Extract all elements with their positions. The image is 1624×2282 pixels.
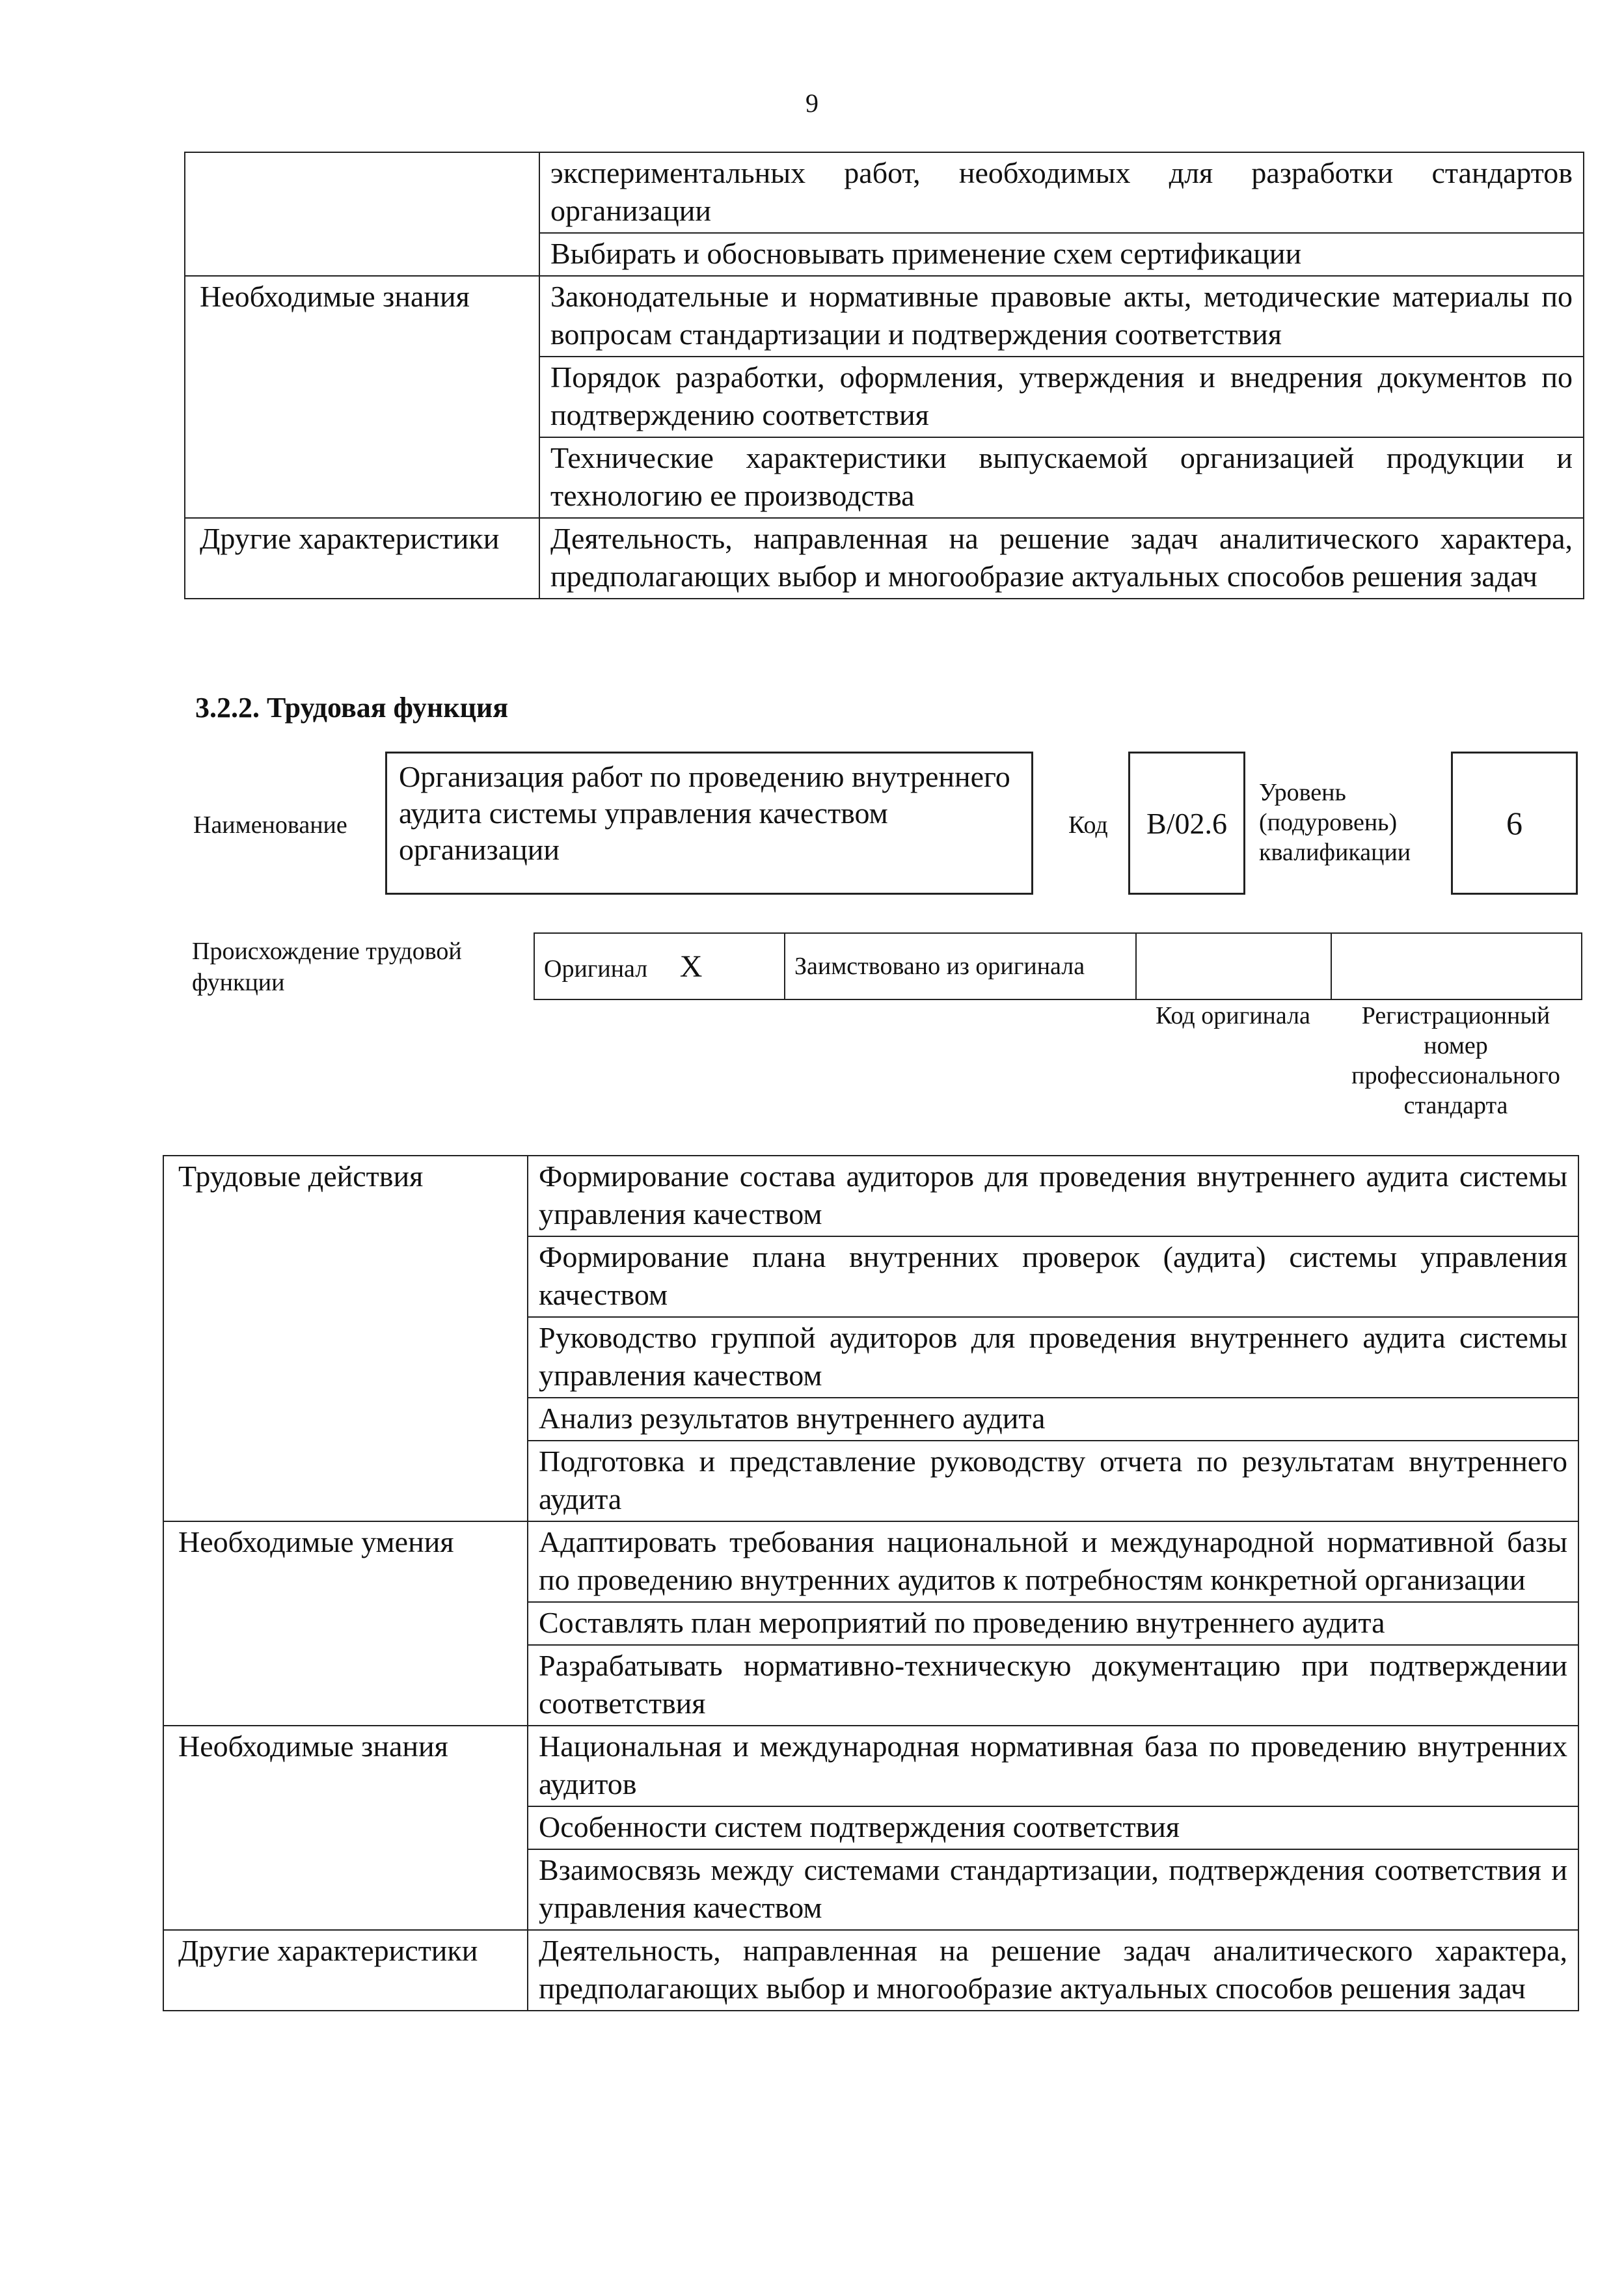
function-name-box: Организация работ по проведению внутреннего аудита системы управления качеством организации (385, 752, 1033, 895)
origin-table (534, 932, 1582, 1000)
table-row (163, 1726, 1578, 1806)
origin-label: Происхождение трудовой функции (192, 938, 462, 996)
row-text: Взаимосвязь между системами стандартизации, подтверждения соответствия и управления качеством (528, 1849, 1578, 1930)
row-text: Технические характеристики выпускаемой организацией продукции и технологию ее производства (539, 437, 1584, 518)
row-label: Трудовые действия (163, 1156, 528, 1521)
labor-function-table (163, 1155, 1579, 2011)
row-text: Руководство группой аудиторов для проведения внутреннего аудита системы управления качеством (528, 1317, 1578, 1398)
table-row (185, 518, 1584, 599)
code-value-box: B/02.6 (1128, 752, 1245, 895)
page-number: 9 (805, 88, 819, 118)
code-caption: Код оригинала (1156, 1002, 1310, 1029)
table-row (163, 1156, 1578, 1236)
table-row (185, 152, 1584, 233)
top-requirements-table (184, 152, 1584, 599)
row-text: экспериментальных работ, необходимых для разработки стандартов организации (539, 152, 1584, 233)
borrowed-label: Заимствовано из оригинала (785, 933, 1136, 999)
row-label: Необходимые знания (185, 276, 539, 518)
row-text: Формирование состава аудиторов для проведения внутреннего аудита системы управления качеством (528, 1156, 1578, 1236)
row-label: Необходимые знания (163, 1726, 528, 1930)
registration-caption: Регистрационный номер профессионального стандарта (1351, 1002, 1560, 1119)
row-label: Другие характеристики (163, 1930, 528, 2011)
row-label (185, 152, 539, 276)
row-text: Порядок разработки, оформления, утверждения и внедрения документов по подтверждению соответствия (539, 357, 1584, 437)
original-label: Оригинал (544, 955, 648, 983)
row-text: Законодательные и нормативные правовые акты, методические материалы по вопросам стандартизации и подтверждения соответствия (539, 276, 1584, 357)
row-text: Разрабатывать нормативно-техническую документацию при подтверждении соответствия (528, 1645, 1578, 1726)
level-value-box: 6 (1451, 752, 1578, 895)
original-mark: X (679, 949, 703, 984)
original-code-cell (1136, 933, 1331, 999)
code-label: Код (1068, 811, 1108, 839)
original-cell (534, 933, 785, 999)
row-text: Анализ результатов внутреннего аудита (528, 1398, 1578, 1441)
row-text: Адаптировать требования национальной и международной нормативной базы по проведению внутренних аудитов к потребностям конкретной организации (528, 1521, 1578, 1602)
row-label: Другие характеристики (185, 518, 539, 599)
row-text: Особенности систем подтверждения соответствия (528, 1806, 1578, 1849)
name-label: Наименование (193, 811, 347, 839)
row-text: Национальная и международная нормативная база по проведению внутренних аудитов (528, 1726, 1578, 1806)
section-heading: 3.2.2. Трудовая функция (195, 692, 509, 724)
row-text: Деятельность, направленная на решение задач аналитического характера, предполагающих выбор и многообразие актуальных способов решения задач (539, 518, 1584, 599)
row-text: Выбирать и обосновывать применение схем сертификации (539, 233, 1584, 276)
table-row (534, 933, 1582, 999)
row-label: Необходимые умения (163, 1521, 528, 1726)
row-text: Деятельность, направленная на решение задач аналитического характера, предполагающих выбор и многообразие актуальных способов решения задач (528, 1930, 1578, 2011)
table-row (185, 276, 1584, 357)
row-text: Подготовка и представление руководству отчета по результатам внутреннего аудита (528, 1441, 1578, 1521)
row-text: Составлять план мероприятий по проведению внутреннего аудита (528, 1602, 1578, 1645)
row-text: Формирование плана внутренних проверок (аудита) системы управления качеством (528, 1236, 1578, 1317)
level-label: Уровень (подуровень) квалификации (1259, 779, 1411, 866)
registration-number-cell (1331, 933, 1582, 999)
table-row (163, 1521, 1578, 1602)
table-row (163, 1930, 1578, 2011)
